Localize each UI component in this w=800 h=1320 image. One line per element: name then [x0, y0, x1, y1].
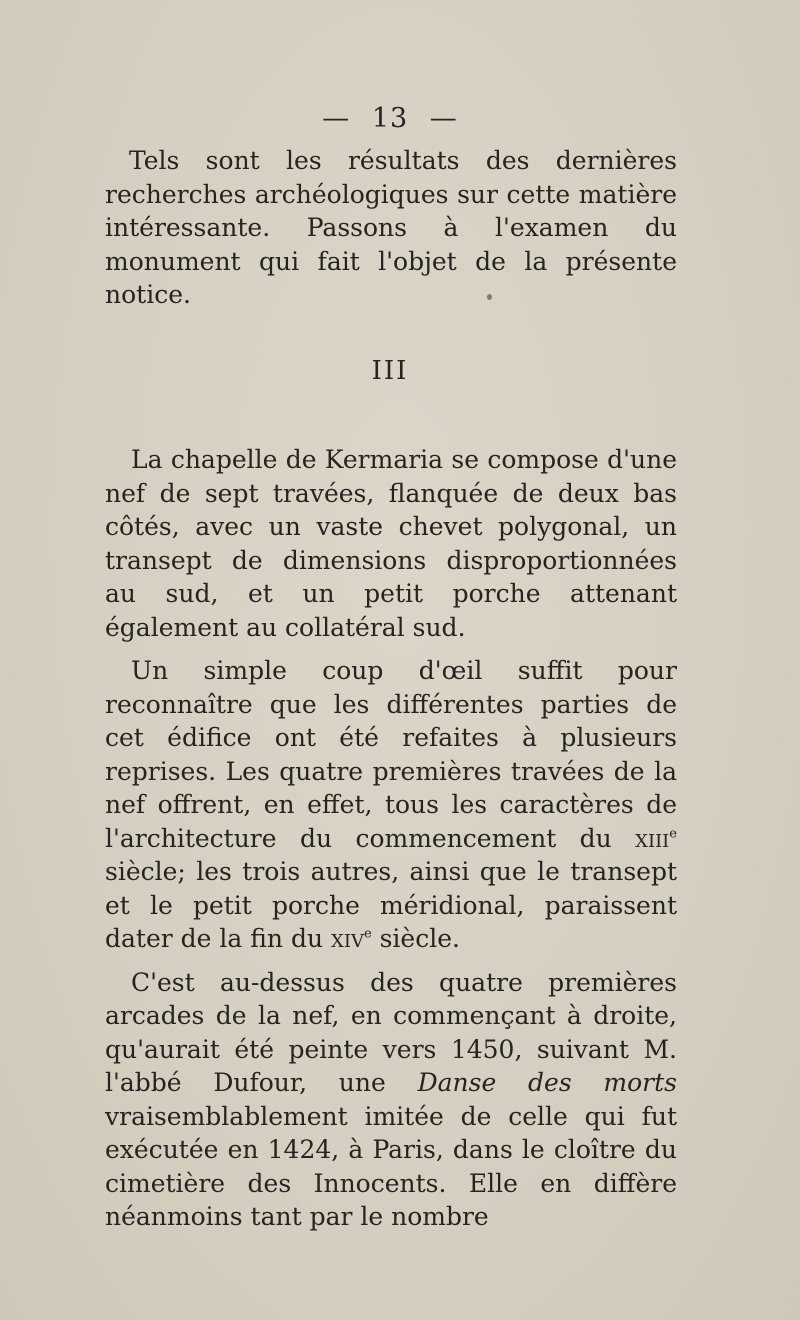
- paragraph-3-text-before: Un simple coup d'œil suffit pour reconnaître que les différentes parties de cet édifice ont été refaites à plusieurs reprises. Les quatre premières travées de la nef offrent, en effet, tous les caractères de l'architecture du commencement du: [105, 656, 677, 853]
- paragraph-intro: Tels sont les résultats des dernières recherches archéologiques sur cette matière intéressante. Passons à l'examen du monument qui fait l'objet de la présente notice.: [105, 146, 677, 309]
- paragraph-construction-phases: [105, 654, 677, 956]
- paragraph-4-text-after: vraisemblablement imitée de celle qui fut exécutée en 1424, à Paris, dans le cloître du cimetière des Innocents. Elle en diffère néanmoins tant par le nombre: [105, 1101, 677, 1231]
- section-heading: III: [371, 356, 409, 386]
- paragraph-3-text-after: siècle.: [371, 924, 460, 953]
- page-header: [0, 103, 780, 134]
- folio-dash-left: —: [322, 103, 351, 134]
- century-xiii-superscript: e: [669, 826, 677, 842]
- artwork-title: Danse des morts: [417, 1068, 677, 1097]
- ink-speck-icon: [487, 294, 492, 300]
- paragraph-chapel-description: La chapelle de Kermaria se compose d'une nef de sept travées, flanquée de deux bas côtés, avec un vaste chevet polygonal, un transept de dimensions disproportionnées au sud, et un petit porche attenant également au collatéral sud.: [105, 445, 677, 642]
- century-xiv: xiv: [331, 924, 364, 953]
- section-body: [105, 443, 677, 1244]
- paragraph-danse-des-morts: [105, 966, 677, 1234]
- paragraph-3-text-middle: siècle; les trois autres, ainsi que le transept et le petit porche méridional, paraissent dater de la fin du: [105, 857, 677, 953]
- folio-dash-right: —: [429, 103, 458, 134]
- page-number: 13: [371, 103, 409, 134]
- century-xiv-superscript: e: [363, 926, 372, 942]
- century-xiii: xiii: [635, 823, 670, 853]
- paragraph-4-text-before: C'est au-dessus des quatre premières arcades de la nef, en commençant à droite, qu'aurait été peinte vers 1450, suivant M. l'abbé Dufour, une: [105, 967, 677, 1097]
